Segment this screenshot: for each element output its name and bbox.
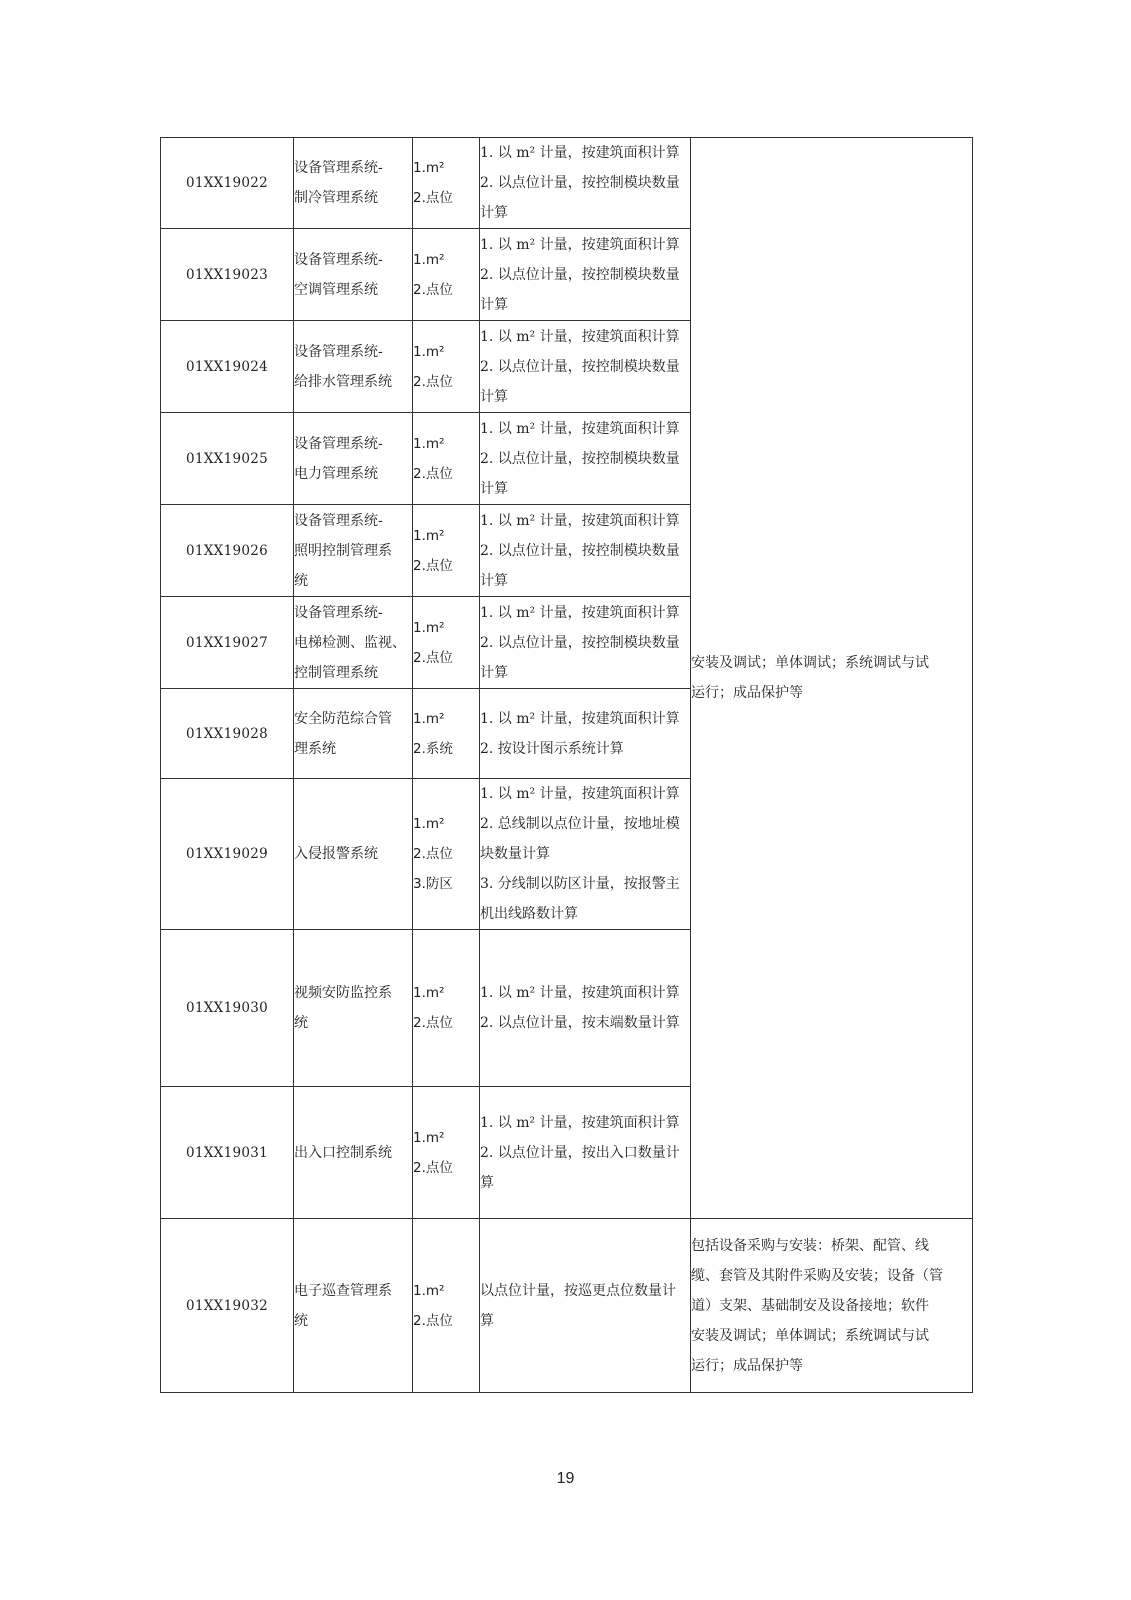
- cell-line: 1.m²: [413, 710, 445, 727]
- item-code-cell: 01XX19031: [161, 1087, 294, 1219]
- cell-line: 电子巡查管理系: [294, 1282, 392, 1299]
- unit-cell: [413, 413, 480, 505]
- cell-line: 1. 以 m² 计量，按建筑面积计算: [480, 786, 680, 802]
- item-code-cell: 01XX19028: [161, 689, 294, 779]
- cell-line: 2.点位: [413, 190, 453, 206]
- cell-line: 1.m²: [413, 619, 445, 636]
- cell-line: 2. 以点位计量，按出入口数量计: [480, 1144, 680, 1161]
- unit-cell: [413, 597, 480, 689]
- cell-line: 2.点位: [413, 1312, 453, 1329]
- cell-line: 制冷管理系统: [294, 190, 378, 206]
- item-code-cell: 01XX19025: [161, 413, 294, 505]
- measurement-rule-cell: [480, 505, 691, 597]
- cell-line: 1.m²: [413, 1129, 445, 1146]
- item-name-cell: [294, 505, 413, 597]
- cell-line: 1. 以 m² 计量，按建筑面积计算: [480, 604, 680, 621]
- cell-line: 1.m²: [413, 1282, 445, 1299]
- cell-line: 理系统: [294, 740, 336, 757]
- cell-line: 包括设备采购与安装：桥架、配管、线: [691, 1237, 929, 1254]
- cell-line: 计算: [480, 572, 508, 589]
- cell-line: 设备管理系统-: [294, 343, 383, 360]
- unit-cell: [413, 1219, 480, 1393]
- page-number: 19: [556, 1470, 575, 1487]
- cell-line: 电力管理系统: [294, 465, 378, 482]
- measurement-rule-cell: [480, 229, 691, 321]
- item-code-cell: 01XX19030: [161, 930, 294, 1087]
- cell-line: 控制管理系统: [294, 664, 378, 681]
- cell-line: 2. 以点位计量，按控制模块数量: [480, 634, 680, 651]
- unit-cell: [413, 779, 480, 930]
- cell-line: 空调管理系统: [294, 281, 378, 298]
- cell-line: 1. 以 m² 计量，按建筑面积计算: [480, 236, 680, 253]
- cell-line: 1.m²: [413, 343, 445, 360]
- cell-line: 设备管理系统-: [294, 512, 383, 529]
- item-name-cell: [294, 229, 413, 321]
- cell-line: 3. 分线制以防区计量，按报警主: [480, 876, 680, 892]
- cell-line: 1. 以 m² 计量，按建筑面积计算: [480, 985, 680, 1001]
- cell-line: 2.点位: [413, 846, 453, 862]
- cell-line: 2.点位: [413, 649, 453, 666]
- item-name-cell: [294, 413, 413, 505]
- cell-line: 2.点位: [413, 557, 453, 574]
- cell-line: 电梯检测、监视、: [294, 634, 406, 651]
- unit-cell: [413, 138, 480, 229]
- item-name-cell: [294, 1219, 413, 1393]
- unit-cell: [413, 505, 480, 597]
- cell-line: 块数量计算: [480, 846, 550, 862]
- cell-line: 统: [294, 572, 308, 589]
- cell-line: 2. 总线制以点位计量，按地址模: [480, 816, 680, 832]
- item-name-cell: [294, 689, 413, 779]
- cell-line: 机出线路数计算: [480, 906, 578, 922]
- cell-line: 2. 以点位计量，按控制模块数量: [480, 542, 680, 559]
- cell-line: 缆、套管及其附件采购及安装；设备（管: [691, 1267, 943, 1284]
- measurement-rule-cell: [480, 597, 691, 689]
- cell-line: 道）支架、基础制安及设备接地；软件: [691, 1297, 929, 1314]
- item-name-cell: [294, 597, 413, 689]
- cell-line: 视频安防监控系: [294, 985, 392, 1001]
- cell-line: 1. 以 m² 计量，按建筑面积计算: [480, 145, 680, 161]
- cell-line: 1.m²: [413, 160, 445, 176]
- item-code-cell: 01XX19029: [161, 779, 294, 930]
- cell-line: 2. 以点位计量，按控制模块数量: [480, 358, 680, 375]
- cell-line: 算: [480, 1312, 494, 1329]
- cell-line: 入侵报警系统: [294, 846, 378, 862]
- cell-line: 2. 以点位计量，按控制模块数量: [480, 450, 680, 467]
- unit-cell: [413, 930, 480, 1087]
- unit-cell: [413, 1087, 480, 1219]
- cell-line: 2.点位: [413, 281, 453, 298]
- cell-line: 1. 以 m² 计量，按建筑面积计算: [480, 710, 680, 727]
- item-code-cell: 01XX19024: [161, 321, 294, 413]
- cell-line: 1. 以 m² 计量，按建筑面积计算: [480, 1114, 680, 1131]
- cell-line: 出入口控制系统: [294, 1144, 392, 1161]
- cell-line: 1. 以 m² 计量，按建筑面积计算: [480, 512, 680, 529]
- cell-line: 设备管理系统-: [294, 604, 383, 621]
- cell-line: 1.m²: [413, 251, 445, 268]
- cell-line: 1. 以 m² 计量，按建筑面积计算: [480, 328, 680, 345]
- cell-line: 照明控制管理系: [294, 542, 392, 559]
- cell-line: 1.m²: [413, 985, 445, 1001]
- item-code-cell: 01XX19023: [161, 229, 294, 321]
- cell-line: 2.系统: [413, 740, 453, 757]
- cell-line: 2. 以点位计量，按末端数量计算: [480, 1015, 680, 1031]
- cell-line: 3.防区: [413, 876, 453, 892]
- item-code-cell: 01XX19022: [161, 138, 294, 229]
- cell-line: 统: [294, 1015, 308, 1031]
- work-content-cell: [691, 138, 973, 1219]
- item-name-cell: [294, 779, 413, 930]
- cell-line: 安装及调试；单体调试；系统调试与试: [691, 655, 929, 671]
- measurement-rule-cell: [480, 1087, 691, 1219]
- measurement-rule-cell: [480, 779, 691, 930]
- measurement-rule-cell: [480, 1219, 691, 1393]
- specification-table: [160, 137, 973, 1393]
- cell-line: 计算: [480, 480, 508, 497]
- item-name-cell: [294, 321, 413, 413]
- item-code-cell: 01XX19026: [161, 505, 294, 597]
- cell-line: 计算: [480, 388, 508, 405]
- cell-line: 1.m²: [413, 816, 445, 832]
- cell-line: 安全防范综合管: [294, 710, 392, 727]
- item-name-cell: [294, 930, 413, 1087]
- cell-line: 计算: [480, 205, 508, 221]
- cell-line: 1.m²: [413, 435, 445, 452]
- cell-line: 计算: [480, 296, 508, 313]
- cell-line: 安装及调试；单体调试；系统调试与试: [691, 1327, 929, 1344]
- cell-line: 算: [480, 1174, 494, 1191]
- measurement-rule-cell: [480, 930, 691, 1087]
- cell-line: 2. 以点位计量，按控制模块数量: [480, 266, 680, 283]
- cell-line: 统: [294, 1312, 308, 1329]
- cell-line: 2.点位: [413, 1159, 453, 1176]
- cell-line: 运行；成品保护等: [691, 685, 803, 701]
- cell-line: 2.点位: [413, 373, 453, 390]
- measurement-rule-cell: [480, 413, 691, 505]
- unit-cell: [413, 229, 480, 321]
- cell-line: 1.m²: [413, 527, 445, 544]
- item-name-cell: [294, 1087, 413, 1219]
- cell-line: 2.点位: [413, 465, 453, 482]
- item-code-cell: 01XX19032: [161, 1219, 294, 1393]
- cell-line: 1. 以 m² 计量，按建筑面积计算: [480, 420, 680, 437]
- cell-line: 2.点位: [413, 1015, 453, 1031]
- table-row: [161, 1219, 973, 1393]
- measurement-rule-cell: [480, 689, 691, 779]
- item-name-cell: [294, 138, 413, 229]
- cell-line: 设备管理系统-: [294, 251, 383, 268]
- measurement-rule-cell: [480, 321, 691, 413]
- item-code-cell: 01XX19027: [161, 597, 294, 689]
- cell-line: 2. 以点位计量，按控制模块数量: [480, 175, 680, 191]
- cell-line: 设备管理系统-: [294, 435, 383, 452]
- cell-line: 2. 按设计图示系统计算: [480, 740, 624, 757]
- unit-cell: [413, 321, 480, 413]
- cell-line: 运行；成品保护等: [691, 1357, 803, 1374]
- work-content-cell: [691, 1219, 973, 1393]
- cell-line: 计算: [480, 664, 508, 681]
- cell-line: 设备管理系统-: [294, 160, 383, 176]
- cell-line: 给排水管理系统: [294, 373, 392, 390]
- measurement-rule-cell: [480, 138, 691, 229]
- table-row: [161, 138, 973, 229]
- unit-cell: [413, 689, 480, 779]
- cell-line: 以点位计量，按巡更点位数量计: [480, 1282, 676, 1299]
